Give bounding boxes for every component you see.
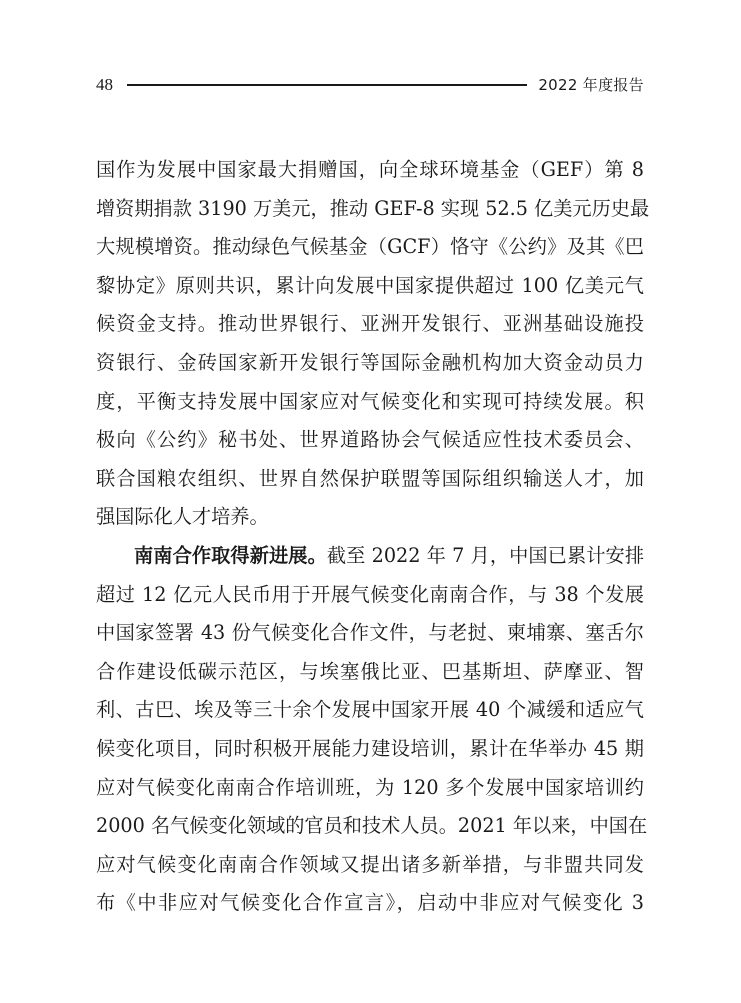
text-line: 应对气候变化南南合作培训班，为 120 多个发展中国家培训约 [96,775,644,799]
running-title: 2022 年度报告 [538,76,644,94]
body-text [96,151,650,923]
text-line: 候变化项目，同时积极开展能力建设培训，累计在华举办 45 期 [96,736,644,760]
text-line: 大规模增资。推动绿色气候基金（GCF）恪守《公约》及其《巴 [96,235,644,259]
text-line: 中国家签署 43 份气候变化合作文件，与老挝、柬埔寨、塞舌尔 [96,621,644,645]
text-line: 国作为发展中国家最大捐赠国，向全球环境基金（GEF）第 8 [96,158,644,181]
text-line-rest: 截至 2022 年 7 月，中国已累计安排 [326,543,645,567]
text-line: 候资金支持。推动世界银行、亚洲开发银行、亚洲基础设施投 [96,312,644,336]
text-line: 利、古巴、埃及等三十余个发展中国家开展 40 个减缓和适应气 [96,698,644,722]
text-line: 超过 12 亿元人民币用于开展气候变化南南合作，与 38 个发展 [96,582,644,606]
header-rule [127,84,527,86]
text-line: 合作建设低碳示范区，与埃塞俄比亚、巴基斯坦、萨摩亚、智 [96,659,644,683]
paragraph-lead: 南南合作取得新进展。 [134,543,327,567]
page-header [96,72,644,98]
page-number: 48 [96,75,113,94]
text-line: 度，平衡支持发展中国家应对气候变化和实现可持续发展。积 [96,389,644,413]
text-line: 联合国粮农组织、世界自然保护联盟等国际组织输送人才，加 [96,466,644,490]
text-line: 极向《公约》秘书处、世界道路协会气候适应性技术委员会、 [96,428,644,452]
text-line: 应对气候变化南南合作领域又提出诸多新举措，与非盟共同发 [96,852,644,876]
text-line: 强国际化人才培养。 [96,505,269,529]
text-line [96,537,644,576]
text-line: 资银行、金砖国家新开发银行等国际金融机构加大资金动员力 [96,350,644,374]
text-line: 增资期捐款 3190 万美元，推动 GEF-8 实现 52.5 亿美元历史最 [96,196,650,220]
text-line: 黎协定》原则共识，累计向发展中国家提供超过 100 亿美元气 [96,273,644,297]
text-line: 2000 名气候变化领域的官员和技术人员。2021 年以来，中国在 [96,814,648,838]
paragraph-funding [96,151,650,537]
text-line: 布《中非应对气候变化合作宣言》，启动中非应对气候变化 3 [96,891,644,915]
paragraph-south-south-cooperation [96,537,648,923]
